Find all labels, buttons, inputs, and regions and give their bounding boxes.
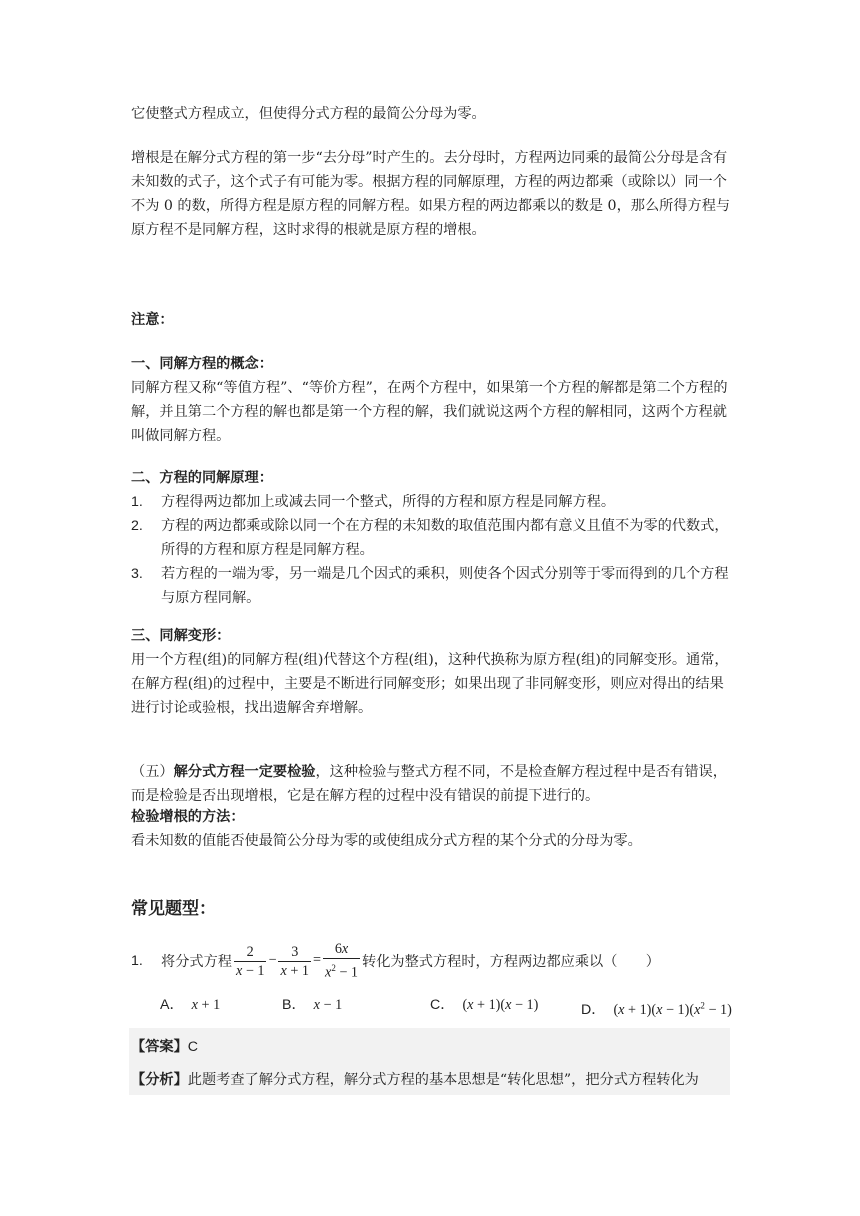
question-tail: 转化为整式方程时，方程两边都应乘以（ ） (362, 954, 660, 970)
answer-value: C (187, 1039, 199, 1055)
section3-title: 三、同解变形： (131, 628, 231, 644)
section3-text: 用一个方程(组)的同解方程(组)代替这个方程(组)，这种代换称为原方程(组)的同解变形。通常，在解方程(组)的过程中，主要是不断进行同解变形；如果出现了非同解变形，则应对得出的结果进行讨论或验根，找出遗解舍弃增解。 (131, 652, 729, 716)
section2-title: 二、方程的同解原理： (131, 470, 273, 486)
question-1-options (0, 993, 860, 1017)
answer-box (129, 1028, 730, 1095)
section2-list (131, 490, 731, 610)
common-types-heading: 常见题型： (131, 899, 216, 918)
question-number: 1. (131, 953, 143, 969)
section1-text: 同解方程又称“等值方程”、“等价方程”，在两个方程中，如果第一个方程的解都是第二个方程的解，并且第二个方程的解也都是第一个方程的解，我们就说这两个方程的解相同，这两个方程就叫做同解方程。 (131, 380, 728, 444)
check-method-title: 检验增根的方法： (131, 809, 245, 825)
section5-paragraph: （五）解分式方程一定要检验，这种检验与整式方程不同，不是检查解方程过程中是否有错误，而是检验是否出现增根，它是在解方程的过程中没有错误的前提下进行的。 (131, 764, 727, 804)
analysis-line: 【分析】此题考查了解分式方程，解分式方程的基本思想是“转化思想”，把分式方程转化为 (131, 1072, 699, 1088)
check-method-text: 看未知数的值能否使最简公分母为零的或使组成分式方程的某个分式的分母为零。 (131, 833, 642, 849)
option-d: D． $(x + 1)(x - 1)(x^2 - 1)$ (581, 1000, 732, 1018)
note-title: 注意： (131, 312, 174, 328)
paragraph-extraneous-root-def: 它使整式方程成立，但使得分式方程的最简公分母为零。 (131, 106, 486, 122)
answer-line: 【答案】C (131, 1039, 199, 1055)
list-item: 2. 方程的两边都乘或除以同一个在方程的未知数的取值范围内都有意义且值不为零的代数式，所得的方程和原方程是同解方程。 (131, 518, 729, 558)
option-c: C． (x + 1)(x − 1) (430, 997, 539, 1013)
section1-title: 一、同解方程的概念： (131, 356, 273, 372)
paragraph-extraneous-root-origin: 增根是在解分式方程的第一步“去分母”时产生的。去分母时，方程两边同乘的最简公分母是含有未知数的式子，这个式子有可能为零。根据方程的同解原理，方程的两边都乘（或除以）同一个不为 0 的数，所得方程是原方程的同解方程。如果方程的两边都乘以的数是 0，那么所得方程与原方程不是同解方程，这时求得的根就是原方程的增根。 (131, 150, 731, 238)
question-1 (131, 940, 731, 982)
list-item: 3. 若方程的一端为零，另一端是几个因式的乘积，则使各个因式分别等于零而得到的几个方程与原方程同解。 (131, 566, 729, 606)
option-a: A． x + 1 (160, 997, 221, 1013)
list-item: 1. 方程得两边都加上或减去同一个整式，所得的方程和原方程是同解方程。 (131, 494, 616, 510)
question-lead: 将分式方程 (161, 954, 232, 970)
option-b: B． x − 1 (282, 997, 343, 1013)
equation: $\frac{2}{x - 1}$ − $\frac{3}{x + 1}$ = $\frac{6x}{x^2 - 1}$ (235, 941, 359, 981)
